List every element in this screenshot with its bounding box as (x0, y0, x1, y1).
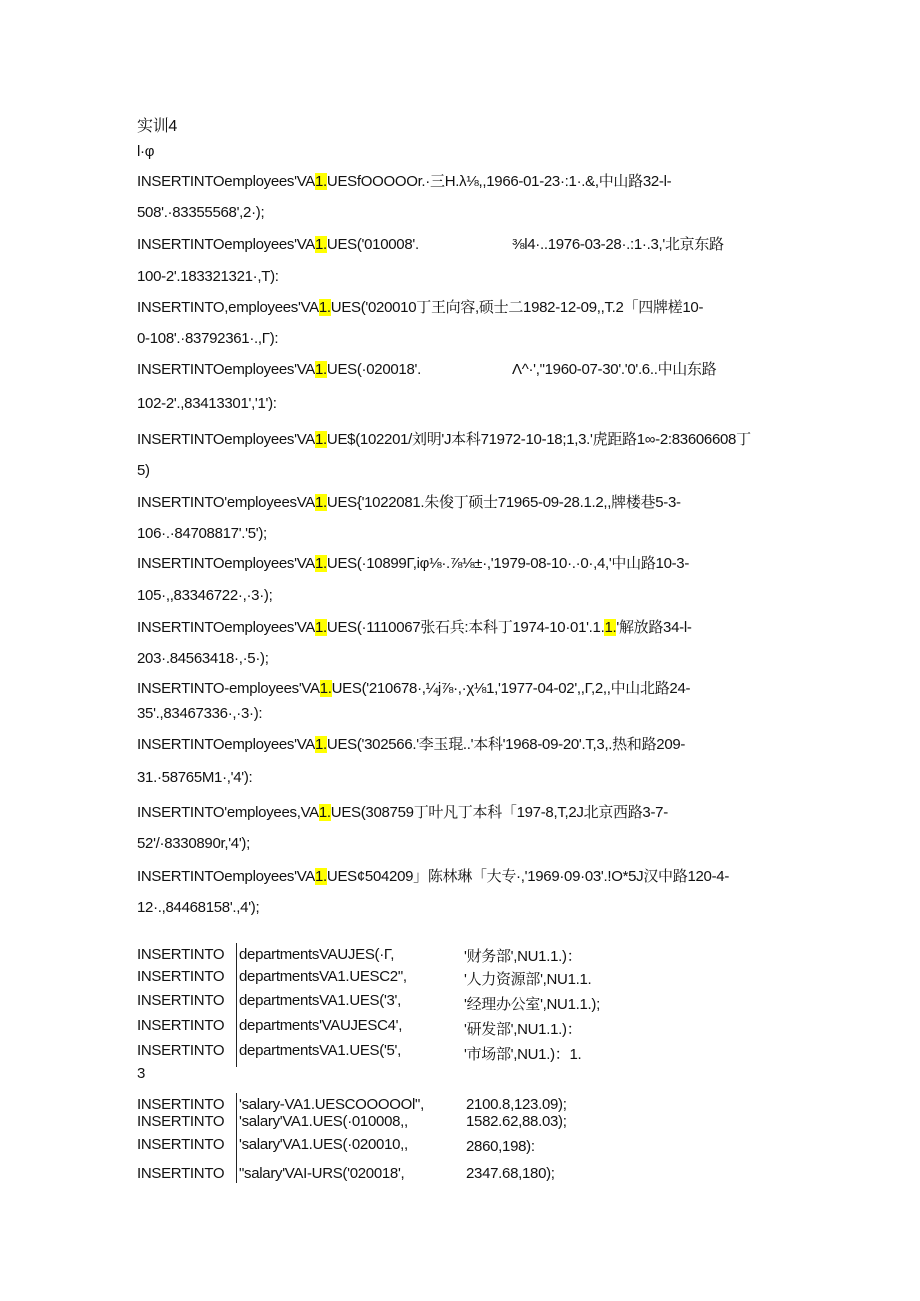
code-keyword: INSERTINTO (137, 1017, 225, 1034)
code-fragment: '研发部',NU1.1.)： (464, 1021, 582, 1038)
code-keyword: INSERTINTO (137, 968, 225, 985)
code-keyword: INSERTINTO (137, 1113, 225, 1130)
code-fragment: 'salary'VA1.UES(·020010,, (239, 1136, 408, 1153)
code-line: INSERTINTO'employees,VA1.UES(308759丁叶凡丁本科「197-8,T,2J北京西路3-7- (137, 804, 668, 821)
code-line: 105·,,83346722·,·3·); (137, 587, 273, 604)
code-fragment: "salary'VAI-URS('020018', (239, 1165, 405, 1182)
code-keyword: INSERTINTO (137, 1136, 225, 1153)
code-fragment: 2347.68,180); (466, 1165, 555, 1182)
code-fragment: 'salary-VA1.UESCOOOOOl", (239, 1096, 424, 1113)
code-line: INSERTINTOemployees'VA1.UES(·1110067张石兵:本科丁1974-10·01'.1.1.'解放路34-l- (137, 619, 692, 636)
code-line: INSERTINTOemployees'VA1.UES('302566.'李玉琨..'本科'1968-09-20'.T,3,.热和路209- (137, 736, 686, 753)
code-line: 31.·58765M1·,'4'): (137, 769, 253, 786)
code-fragment: '市场部',NU1.)：1. (464, 1046, 582, 1063)
code-fragment: departmentsVAUJES(·Γ, (239, 946, 395, 963)
code-line: INSERTINTOemployees'VA1.UES(·10899Γ,iφ⅛·.⅞⅛±·,'1979-08-10·.·0·,4,'中山路10-3- (137, 555, 690, 572)
code-line: INSERTINTO'employeesVA1.UES{'1022081.朱俊丁硕士71965-09-28.1.2,,牌楼巷5-3- (137, 494, 681, 511)
code-line: INSERTINTO,employees'VA1.UES('020010丁王向容,硕士二1982-12-09,,T.2「四牌槎10- (137, 299, 704, 316)
code-keyword: INSERTINTO (137, 992, 225, 1009)
code-fragment: departments'VAUJESC4', (239, 1017, 403, 1034)
code-keyword: INSERTINTO (137, 1042, 225, 1059)
code-line: INSERTINTOemployees'VA1.UE$(102201/刘明'J本科71972-10-18;1,3.'虎距路1∞-2:83606608丁 (137, 431, 751, 448)
code-fragment: Λ^·',"1960-07-30'.'0'.6..中山东路 (512, 361, 717, 378)
code-fragment: '财务部',NU1.1.)： (464, 948, 582, 965)
code-line: INSERTINTO-employees'VA1.UES('210678·,¼j⅞·,·χ⅛1,'1977-04-02',,Γ,2,,中山北路24- (137, 680, 691, 697)
code-line: 203·.84563418·,·5·); (137, 650, 269, 667)
code-line: INSERTINTOemployees'VA1.UESfOOOOOr.·三H.λ⅛,,1966-01-23·:1·.&,中山路32-l- (137, 173, 672, 190)
code-line: 5) (137, 462, 150, 479)
code-fragment: 2860,198): (466, 1138, 535, 1155)
code-line: 35'.,83467336·,·3·): (137, 705, 263, 722)
code-line: 0-108'.·83792361·.,Γ): (137, 330, 279, 347)
section-number: 3 (137, 1065, 146, 1082)
code-keyword: INSERTINTO (137, 1165, 225, 1182)
code-line: INSERTINTOemployees'VA1.UES('010008'. (137, 236, 419, 253)
code-line: 100-2'.183321321·,T): (137, 268, 279, 285)
section-subtitle: l·φ (137, 143, 155, 160)
code-fragment: 1582.62,88.03); (466, 1113, 567, 1130)
code-line: INSERTINTOemployees'VA1.UES¢504209」陈林琳「大专·,'1969·09·03'.!O*5J汉中路120-4- (137, 868, 730, 885)
code-fragment: departmentsVA1.UES('3', (239, 992, 401, 1009)
code-line: 102-2'.,83413301','1'): (137, 395, 277, 412)
code-line: 508'.·83355568',2·); (137, 204, 265, 221)
code-keyword: INSERTINTO (137, 1096, 225, 1113)
code-line: 52'/·8330890r,'4'); (137, 835, 250, 852)
column-divider (236, 943, 237, 1067)
column-divider (236, 1093, 237, 1183)
code-keyword: INSERTINTO (137, 946, 225, 963)
code-fragment: ⅜l4·..1976-03-28·.:1·.3,'北京东路 (512, 236, 724, 253)
section-title: 实训4 (137, 118, 177, 135)
code-line: INSERTINTOemployees'VA1.UES(·020018'. (137, 361, 421, 378)
code-line: 106·.·84708817'.'5'); (137, 525, 267, 542)
code-fragment: departmentsVA1.UESC2", (239, 968, 407, 985)
code-fragment: '人力资源部',NU1.1. (464, 971, 592, 988)
code-fragment: departmentsVA1.UES('5', (239, 1042, 401, 1059)
code-fragment: 2100.8,123.09); (466, 1096, 567, 1113)
code-fragment: '经理办公室',NU1.1.); (464, 996, 600, 1013)
code-line: 12·.,84468158'.,4'); (137, 899, 260, 916)
code-fragment: 'salary'VA1.UES(·010008,, (239, 1113, 408, 1130)
